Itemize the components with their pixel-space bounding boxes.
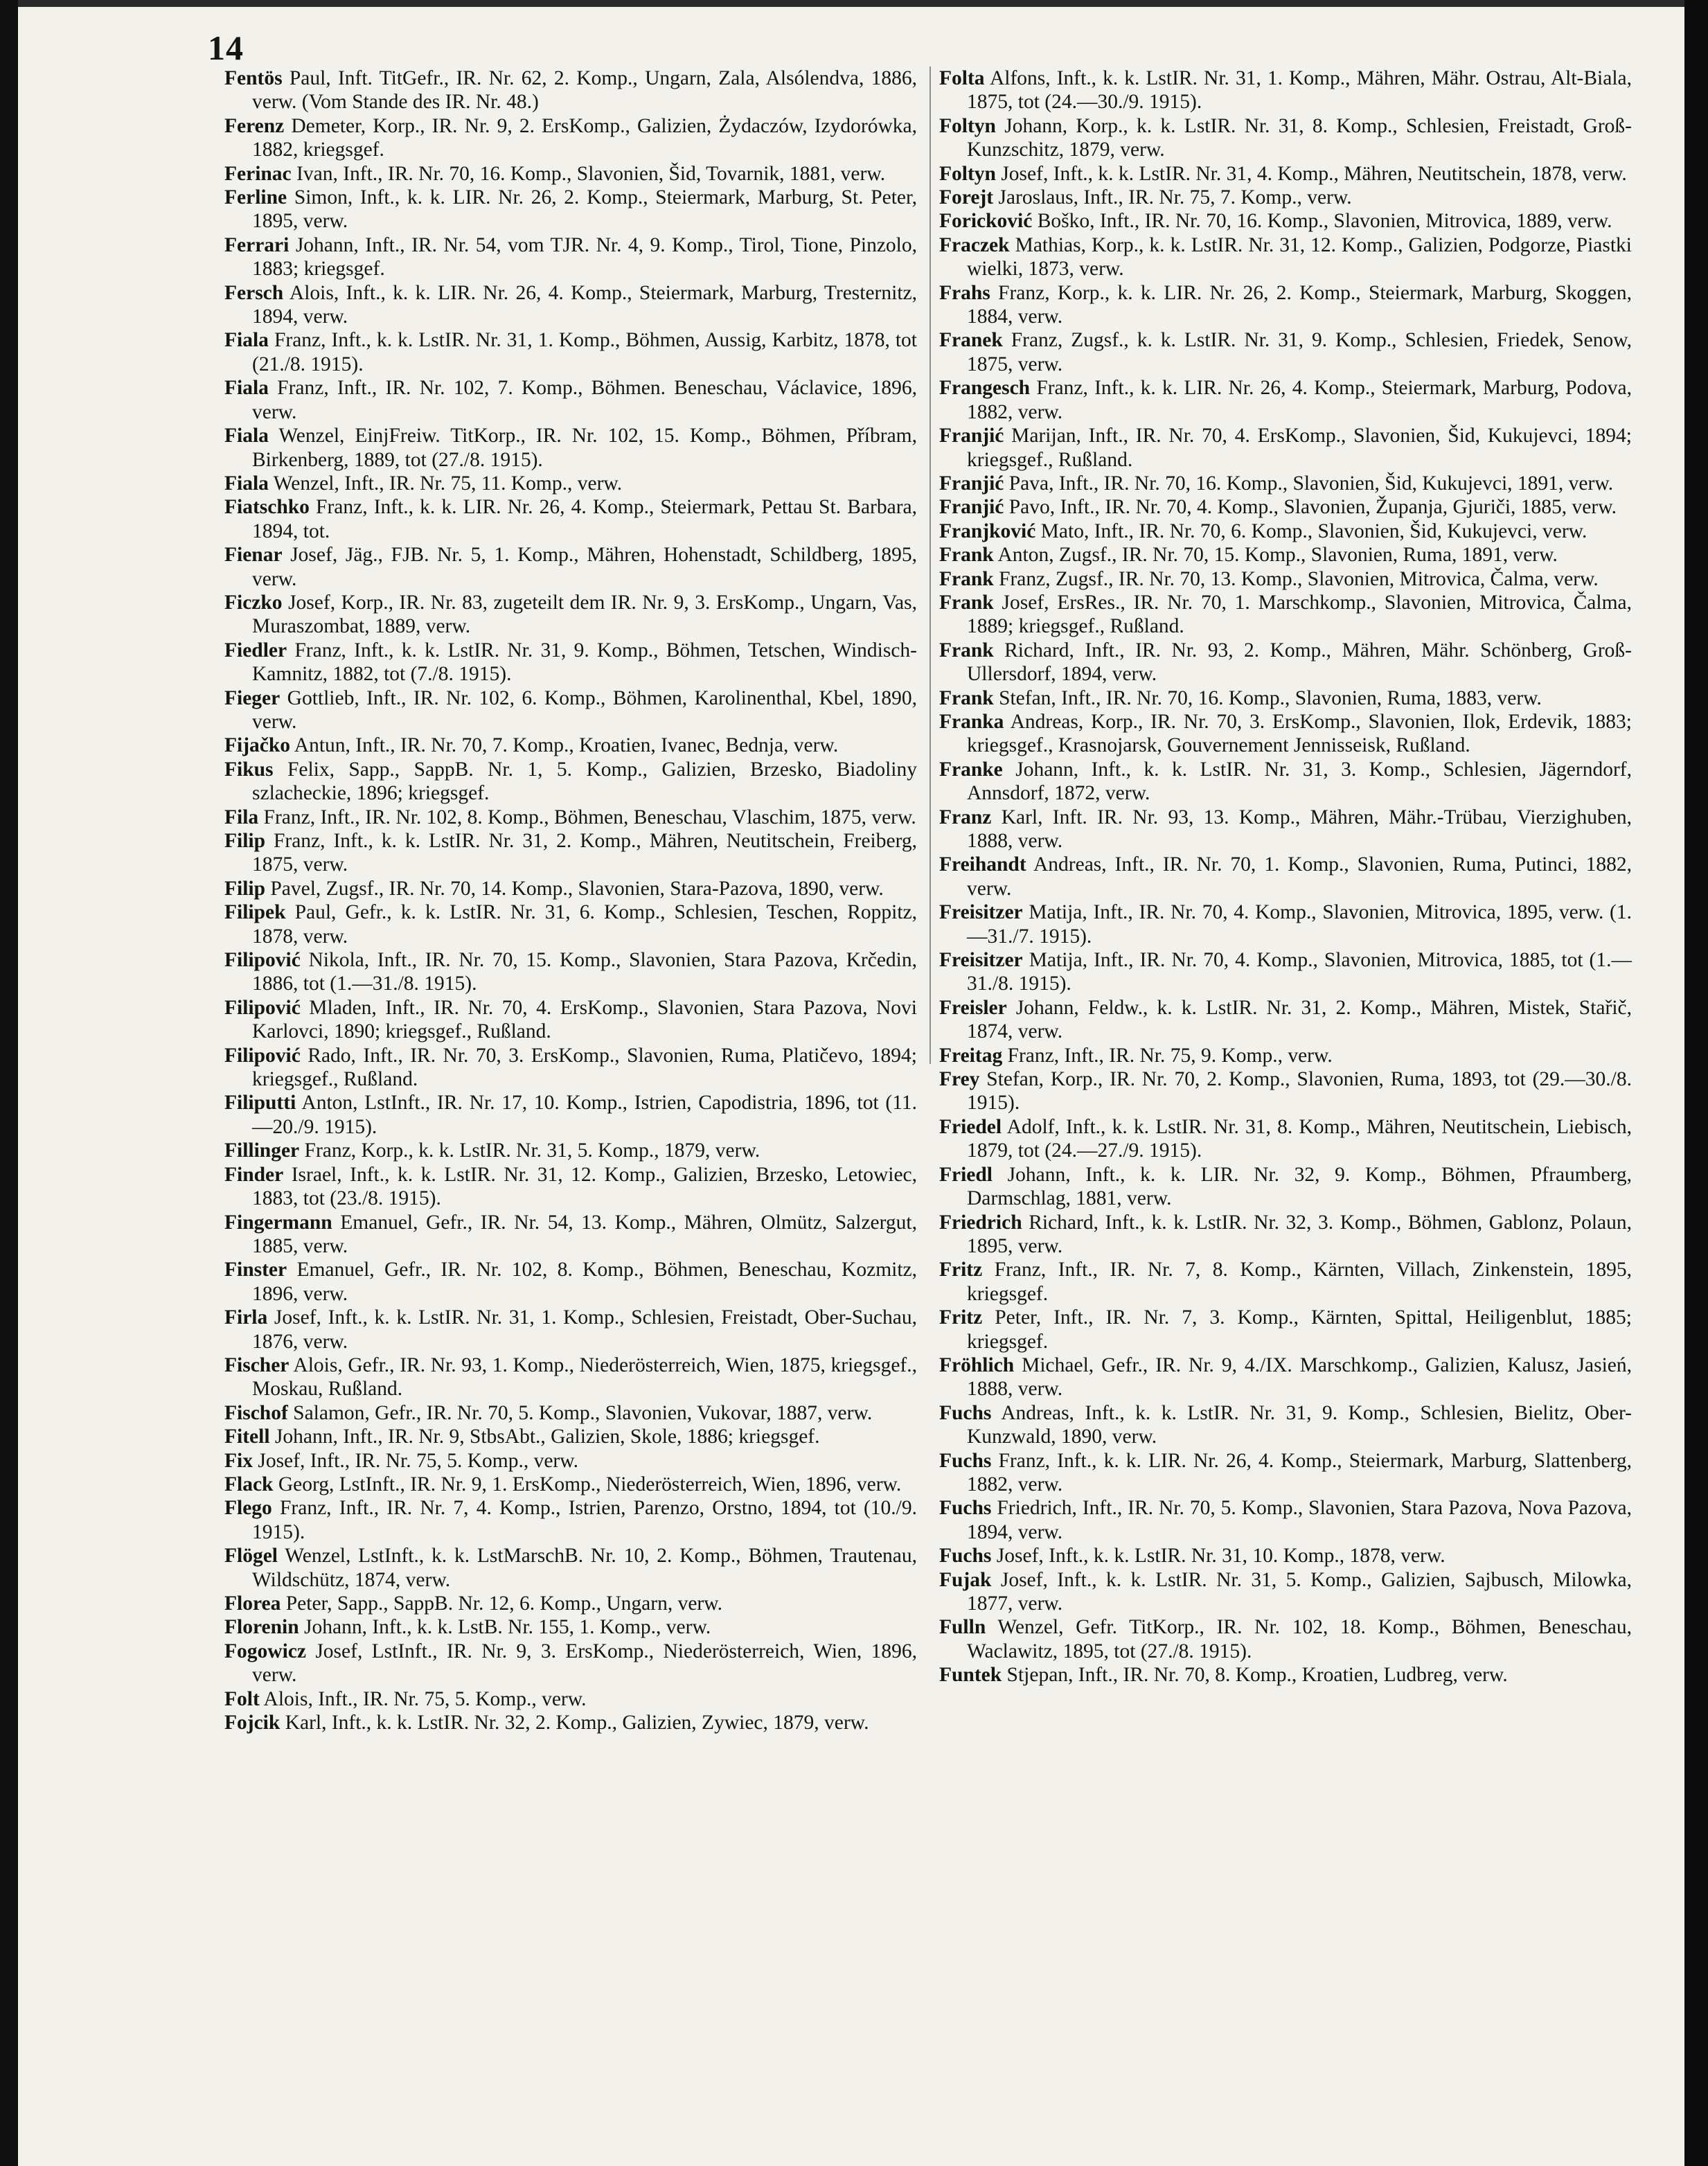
entry-surname: Filip: [224, 830, 266, 852]
entry-surname: Finster: [224, 1259, 287, 1281]
list-entry: [224, 66, 917, 114]
entry-details: Simon, Inft., k. k. LIR. Nr. 26, 2. Komp., Steiermark, Marburg, St. Peter, 1895, verw.: [252, 186, 918, 233]
entry-surname: Franka: [939, 710, 1004, 733]
entry-details: Nikola, Inft., IR. Nr. 70, 15. Komp., Slavonien, Stara Pazova, Krčedin, 1886, tot (1.—31./8. 1915).: [252, 949, 918, 995]
entry-surname: Fischof: [224, 1401, 288, 1424]
entry-surname: Franek: [939, 329, 1003, 352]
entry-details: Josef, Inft., k. k. LstIR. Nr. 31, 10. Komp., 1878, verw.: [996, 1545, 1445, 1568]
entry-details: Karl, Inft., k. k. LstIR. Nr. 32, 2. Komp., Galizien, Zywiec, 1879, verw.: [285, 1712, 869, 1734]
entry-details: Franz, Inft., k. k. LIR. Nr. 26, 4. Komp., Steiermark, Pettau St. Barbara, 1894, tot.: [252, 496, 917, 542]
entry-details: Andreas, Korp., IR. Nr. 70, 3. ErsKomp., Slavonien, Ilok, Erdevik, 1883; kriegsgef., Krasnojarsk, Gouvernement Jennisseisk, Rußland.: [967, 710, 1632, 757]
entry-surname: Flego: [224, 1497, 272, 1520]
entry-details: Matija, Inft., IR. Nr. 70, 4. Komp., Slavonien, Mitrovica, 1885, tot (1.—31./8. 1915).: [967, 949, 1632, 995]
entry-details: Marijan, Inft., IR. Nr. 70, 4. ErsKomp., Slavonien, Šid, Kukujevci, 1894; kriegsgef., Rußland.: [967, 425, 1633, 471]
entry-details: Jaroslaus, Inft., IR. Nr. 75, 7. Komp., verw.: [998, 186, 1352, 209]
entry-surname: Fitell: [224, 1426, 270, 1448]
list-entry: [939, 1211, 1632, 1259]
list-entry: [224, 1473, 917, 1496]
list-entry: [224, 186, 917, 233]
list-entry: [224, 328, 917, 376]
entry-details: Josef, LstInft., IR. Nr. 9, 3. ErsKomp., Niederösterreich, Wien, 1896, verw.: [252, 1640, 918, 1687]
list-entry: [939, 996, 1632, 1044]
entry-details: Peter, Inft., IR. Nr. 7, 3. Komp., Kärnten, Spittal, Heiligenblut, 1885; kriegsgef.: [967, 1306, 1632, 1353]
entry-details: Johann, Inft., IR. Nr. 54, vom TJR. Nr. 4, 9. Komp., Tirol, Tione, Pinzolo, 1883; kriegsgef.: [252, 233, 917, 281]
list-entry: [939, 233, 1632, 281]
entry-details: Mathias, Korp., k. k. LstIR. Nr. 31, 12. Komp., Galizien, Podgorze, Piastki wielki, 1873, verw.: [967, 233, 1632, 281]
entry-surname: Fiala: [224, 329, 269, 352]
entry-surname: Frank: [939, 686, 994, 709]
entry-details: Mladen, Inft., IR. Nr. 70, 4. ErsKomp., Slavonien, Stara Pazova, Novi Karlovci, 1890; kriegsgef., Rußland.: [252, 996, 917, 1043]
entry-surname: Fujak: [939, 1568, 992, 1591]
entry-details: Paul, Gefr., k. k. LstIR. Nr. 31, 6. Komp., Schlesien, Teschen, Roppitz, 1878, verw.: [252, 901, 918, 948]
entry-surname: Friedl: [939, 1163, 993, 1186]
entry-details: Josef, Inft., k. k. LstIR. Nr. 31, 5. Komp., Galizien, Sajbusch, Milowka, 1877, verw.: [967, 1568, 1632, 1615]
list-entry: [224, 1615, 917, 1639]
entry-surname: Franke: [939, 758, 1003, 781]
entry-details: Franz, Inft., k. k. LstIR. Nr. 31, 2. Komp., Mähren, Neutitschein, Freiberg, 1875, verw.: [252, 830, 918, 876]
list-entry: [224, 996, 917, 1044]
entry-details: Karl, Inft. IR. Nr. 93, 13. Komp., Mähren, Mähr.-Trübau, Vierzighuben, 1888, verw.: [967, 806, 1632, 852]
entry-details: Franz, Inft., IR. Nr. 75, 9. Komp., verw.: [1007, 1044, 1333, 1067]
list-entry: [939, 1449, 1632, 1497]
entry-surname: Filipek: [224, 901, 286, 924]
entry-surname: Fojcik: [224, 1712, 281, 1734]
entry-surname: Fiatschko: [224, 496, 310, 519]
entry-details: Stjepan, Inft., IR. Nr. 70, 8. Komp., Kroatien, Ludbreg, verw.: [1006, 1664, 1508, 1687]
list-entry: [224, 162, 917, 186]
entry-details: Franz, Inft., IR. Nr. 102, 7. Komp., Böhmen. Beneschau, Václavice, 1896, verw.: [252, 377, 917, 423]
list-entry: [939, 806, 1632, 853]
list-entry: [224, 424, 917, 472]
list-entry: [939, 114, 1632, 162]
entry-details: Johann, Inft., k. k. LstIR. Nr. 31, 3. Komp., Schlesien, Jägerndorf, Annsdorf, 1872, verw.: [967, 758, 1633, 805]
entry-details: Peter, Sapp., SappB. Nr. 12, 6. Komp., Ungarn, verw.: [285, 1592, 723, 1615]
entry-surname: Filiputti: [224, 1092, 296, 1115]
entry-surname: Freisitzer: [939, 901, 1023, 924]
entry-surname: Finder: [224, 1163, 284, 1186]
list-entry: [939, 1353, 1632, 1401]
entry-details: Alois, Inft., IR. Nr. 75, 5. Komp., verw.: [263, 1687, 587, 1710]
list-entry: [224, 114, 917, 162]
list-entry: [939, 758, 1632, 806]
entry-surname: Forejt: [939, 186, 994, 209]
entry-surname: Ferenz: [224, 114, 285, 137]
entry-details: Franz, Inft., IR. Nr. 102, 8. Komp., Böhmen, Beneschau, Vlaschim, 1875, verw.: [263, 806, 916, 828]
entry-details: Josef, Inft., k. k. LstIR. Nr. 31, 4. Komp., Mähren, Neutitschein, 1878, verw.: [1001, 162, 1627, 185]
list-entry: [224, 1163, 917, 1211]
list-entry: [939, 639, 1632, 686]
entry-details: Felix, Sapp., SappB. Nr. 1, 5. Komp., Galizien, Brzesko, Biadoliny szlacheckie, 1896; kriegsgef.: [252, 758, 917, 805]
entry-surname: Flack: [224, 1473, 274, 1495]
list-entry: [939, 1258, 1632, 1306]
entry-details: Stefan, Korp., IR. Nr. 70, 2. Komp., Slavonien, Ruma, 1893, tot (29.—30./8. 1915).: [967, 1068, 1632, 1115]
list-entry: [224, 639, 917, 686]
list-entry: [224, 1711, 917, 1734]
entry-details: Johann, Inft., k. k. LIR. Nr. 32, 9. Komp., Böhmen, Pfraumberg, Darmschlag, 1881, verw.: [967, 1163, 1633, 1210]
entry-surname: Frank: [939, 567, 994, 590]
entry-details: Friedrich, Inft., IR. Nr. 70, 5. Komp., Slavonien, Stara Pazova, Nova Pazova, 1894, verw.: [967, 1497, 1633, 1543]
list-entry: [939, 543, 1632, 567]
list-entry: [939, 1568, 1632, 1616]
list-entry: [939, 710, 1632, 758]
list-entry: [224, 1401, 917, 1425]
entry-details: Matija, Inft., IR. Nr. 70, 4. Komp., Slavonien, Mitrovica, 1895, verw. (1.—31./7. 1915).: [967, 901, 1633, 948]
list-entry: [224, 948, 917, 996]
left-column: [224, 66, 917, 1734]
entry-surname: Folta: [939, 67, 985, 89]
entry-surname: Fikus: [224, 758, 274, 781]
list-entry: [224, 1211, 917, 1259]
entry-details: Stefan, Inft., IR. Nr. 70, 16. Komp., Slavonien, Ruma, 1883, verw.: [999, 686, 1542, 709]
list-entry: [939, 1544, 1632, 1568]
entry-details: Franz, Zugsf., IR. Nr. 70, 13. Komp., Slavonien, Mitrovica, Čalma, verw.: [999, 567, 1599, 590]
list-entry: [224, 877, 917, 900]
entry-details: Johann, Feldw., k. k. LstIR. Nr. 31, 2. Komp., Mähren, Mistek, Stařič, 1874, verw.: [967, 996, 1632, 1043]
entry-surname: Foltyn: [939, 114, 996, 137]
list-entry: [939, 1163, 1632, 1211]
entry-details: Richard, Inft., IR. Nr. 93, 2. Komp., Mähren, Mähr. Schönberg, Groß-Ullersdorf, 1894, verw.: [967, 639, 1633, 686]
entry-details: Josef, ErsRes., IR. Nr. 70, 1. Marschkomp., Slavonien, Mitrovica, Čalma, 1889; kriegsgef., Rußland.: [967, 591, 1632, 638]
entry-surname: Fingermann: [224, 1211, 332, 1234]
entry-details: Franz, Inft., k. k. LstIR. Nr. 31, 1. Komp., Böhmen, Aussig, Karbitz, 1878, tot (21./8. 1915).: [252, 329, 917, 375]
entry-details: Antun, Inft., IR. Nr. 70, 7. Komp., Kroatien, Ivanec, Bednja, verw.: [294, 734, 839, 757]
entry-details: Franz, Inft., k. k. LIR. Nr. 26, 4. Komp., Steiermark, Marburg, Podova, 1882, verw.: [967, 377, 1632, 423]
entry-details: Alfons, Inft., k. k. LstIR. Nr. 31, 1. Komp., Mähren, Mähr. Ostrau, Alt-Biala, 1875, tot (24.—30./9. 1915).: [967, 67, 1632, 114]
list-entry: [224, 1306, 917, 1353]
entry-surname: Fiala: [224, 472, 269, 495]
list-entry: [224, 1496, 917, 1544]
entry-details: Israel, Inft., k. k. LstIR. Nr. 31, 12. Komp., Galizien, Brzesko, Letowiec, 1883, tot (23./8. 1915).: [252, 1163, 917, 1210]
scan-edge-left: [0, 0, 18, 2166]
entry-details: Richard, Inft., k. k. LstIR. Nr. 32, 3. Komp., Böhmen, Gablonz, Polaun, 1895, verw.: [967, 1211, 1632, 1257]
entry-details: Georg, LstInft., IR. Nr. 9, 1. ErsKomp., Niederösterreich, Wien, 1896, verw.: [278, 1473, 902, 1495]
entry-details: Josef, Inft., IR. Nr. 75, 5. Komp., verw.: [258, 1449, 578, 1472]
list-entry: [224, 1425, 917, 1448]
entry-surname: Frank: [939, 544, 994, 567]
list-entry: [939, 66, 1632, 114]
entry-surname: Friedel: [939, 1115, 1002, 1138]
list-entry: [939, 1306, 1632, 1353]
entry-surname: Fritz: [939, 1259, 983, 1281]
entry-surname: Fuchs: [939, 1545, 992, 1568]
entry-surname: Freihandt: [939, 853, 1026, 876]
list-entry: [224, 686, 917, 734]
entry-surname: Fix: [224, 1449, 253, 1472]
entry-surname: Fröhlich: [939, 1353, 1015, 1376]
entry-surname: Fentös: [224, 67, 283, 89]
entry-details: Emanuel, Gefr., IR. Nr. 54, 13. Komp., Mähren, Olmütz, Salzergut, 1885, verw.: [252, 1211, 917, 1257]
entry-surname: Ficzko: [224, 591, 283, 614]
list-entry: [224, 233, 917, 281]
entry-surname: Frank: [939, 591, 994, 614]
entry-surname: Fiedler: [224, 639, 287, 662]
entry-surname: Fieger: [224, 686, 281, 709]
entry-surname: Friedrich: [939, 1211, 1022, 1234]
list-entry: [939, 1401, 1632, 1449]
entry-details: Boško, Inft., IR. Nr. 70, 16. Komp., Slavonien, Mitrovica, 1889, verw.: [1037, 210, 1612, 233]
list-entry: [224, 1544, 917, 1592]
entry-details: Johann, Inft., k. k. LstB. Nr. 155, 1. Komp., verw.: [304, 1616, 711, 1639]
list-entry: [939, 1663, 1632, 1687]
entry-details: Paul, Inft. TitGefr., IR. Nr. 62, 2. Komp., Ungarn, Zala, Alsólendva, 1886, verw. (Vom Stande des IR. Nr. 48.): [252, 67, 917, 114]
entry-surname: Fijačko: [224, 734, 291, 757]
entry-details: Franz, Inft., k. k. LIR. Nr. 26, 4. Komp., Steiermark, Marburg, Slattenberg, 1882, verw.: [967, 1449, 1632, 1495]
list-entry: [939, 209, 1632, 233]
entry-details: Johann, Inft., IR. Nr. 9, StbsAbt., Galizien, Skole, 1886; kriegsgef.: [274, 1426, 820, 1448]
list-entry: [939, 900, 1632, 948]
entry-surname: Fuchs: [939, 1449, 992, 1472]
entry-details: Alois, Gefr., IR. Nr. 93, 1. Komp., Niederösterreich, Wien, 1875, kriegsgef., Moskau, Rußland.: [252, 1353, 917, 1401]
list-entry: [939, 472, 1632, 495]
entry-surname: Frangesch: [939, 377, 1031, 400]
entry-surname: Fienar: [224, 544, 283, 567]
list-entry: [224, 1139, 917, 1162]
list-entry: [224, 1640, 917, 1687]
entry-surname: Fuchs: [939, 1497, 992, 1520]
entry-surname: Fiala: [224, 377, 269, 400]
entry-surname: Franjić: [939, 496, 1004, 519]
scan-edge-top: [0, 0, 1708, 7]
entry-details: Emanuel, Gefr., IR. Nr. 102, 8. Komp., Böhmen, Beneschau, Kozmitz, 1896, verw.: [252, 1259, 918, 1305]
entry-details: Josef, Korp., IR. Nr. 83, zugeteilt dem IR. Nr. 9, 3. ErsKomp., Ungarn, Vas, Muraszombat, 1889, verw.: [252, 591, 917, 638]
list-entry: [224, 591, 917, 639]
list-entry: [939, 328, 1632, 376]
entry-surname: Fersch: [224, 281, 284, 304]
list-entry: [939, 186, 1632, 209]
entry-surname: Firla: [224, 1306, 268, 1329]
entry-surname: Frahs: [939, 281, 990, 304]
list-entry: [224, 281, 917, 329]
list-entry: [224, 376, 917, 424]
entry-surname: Flögel: [224, 1545, 278, 1568]
list-entry: [939, 424, 1632, 472]
right-column: [939, 66, 1632, 1687]
entry-surname: Freitag: [939, 1044, 1003, 1067]
list-entry: [939, 1044, 1632, 1067]
list-entry: [939, 591, 1632, 639]
list-entry: [939, 495, 1632, 519]
entry-details: Josef, Jäg., FJB. Nr. 5, 1. Komp., Mähren, Hohenstadt, Schildberg, 1895, verw.: [252, 544, 918, 590]
entry-surname: Fraczek: [939, 233, 1010, 256]
list-entry: [224, 543, 917, 591]
list-entry: [939, 520, 1632, 543]
entry-details: Franz, Inft., IR. Nr. 7, 4. Komp., Istrien, Parenzo, Orstno, 1894, tot (10./9. 1915).: [252, 1497, 918, 1543]
entry-details: Wenzel, EinjFreiw. TitKorp., IR. Nr. 102, 15. Komp., Böhmen, Příbram, Birkenberg, 1889, tot (27./8. 1915).: [252, 425, 917, 471]
entry-details: Franz, Zugsf., k. k. LstIR. Nr. 31, 9. Komp., Schlesien, Friedek, Senow, 1875, verw.: [967, 329, 1633, 375]
entry-details: Adolf, Inft., k. k. LstIR. Nr. 31, 8. Komp., Mähren, Neutitschein, Liebisch, 1879, tot (24.—27./9. 1915).: [967, 1115, 1632, 1162]
entry-surname: Funtek: [939, 1664, 1002, 1687]
entry-surname: Ferrari: [224, 233, 290, 256]
entry-surname: Franjić: [939, 425, 1004, 447]
entry-details: Alois, Inft., k. k. LIR. Nr. 26, 4. Komp., Steiermark, Marburg, Tresternitz, 1894, verw.: [252, 281, 917, 328]
entry-details: Wenzel, LstInft., k. k. LstMarschB. Nr. 10, 2. Komp., Böhmen, Trautenau, Wildschütz, 1874, verw.: [252, 1545, 918, 1591]
entry-surname: Freisitzer: [939, 949, 1023, 972]
entry-surname: Frank: [939, 639, 994, 662]
entry-details: Wenzel, Inft., IR. Nr. 75, 11. Komp., verw.: [273, 472, 623, 495]
entry-details: Franz, Inft., k. k. LstIR. Nr. 31, 9. Komp., Böhmen, Tetschen, Windisch-Kamnitz, 1882, tot (7./8. 1915).: [252, 639, 918, 686]
entry-details: Mato, Inft., IR. Nr. 70, 6. Komp., Slavonien, Šid, Kukujevci, verw.: [1040, 520, 1587, 542]
entry-details: Michael, Gefr., IR. Nr. 9, 4./IX. Marschkomp., Galizien, Kalusz, Jasień, 1888, verw.: [967, 1353, 1633, 1401]
entry-surname: Fiala: [224, 425, 269, 447]
entry-surname: Fillinger: [224, 1139, 300, 1162]
entry-surname: Foltyn: [939, 162, 996, 185]
list-entry: [224, 758, 917, 806]
entry-surname: Filip: [224, 877, 266, 900]
list-entry: [939, 948, 1632, 996]
list-entry: [939, 162, 1632, 186]
list-entry: [224, 829, 917, 877]
entry-details: Andreas, Inft., k. k. LstIR. Nr. 31, 9. Komp., Schlesien, Bielitz, Ober-Kunzwald, 1890, verw.: [967, 1401, 1633, 1448]
page-number: 14: [208, 28, 244, 67]
entry-surname: Franz: [939, 806, 992, 828]
entry-surname: Freisler: [939, 996, 1007, 1019]
entry-surname: Filipović: [224, 996, 301, 1019]
entry-details: Anton, Zugsf., IR. Nr. 70, 15. Komp., Slavonien, Ruma, 1891, verw.: [997, 544, 1558, 567]
entry-details: Josef, Inft., k. k. LstIR. Nr. 31, 1. Komp., Schlesien, Freistadt, Ober-Suchau, 1876, verw.: [252, 1306, 918, 1353]
entry-details: Franz, Korp., k. k. LstIR. Nr. 31, 5. Komp., 1879, verw.: [304, 1139, 760, 1162]
entry-details: Pava, Inft., IR. Nr. 70, 16. Komp., Slavonien, Šid, Kukujevci, 1891, verw.: [1008, 472, 1614, 495]
list-entry: [939, 1496, 1632, 1544]
entry-surname: Ferinac: [224, 162, 292, 185]
list-entry: [939, 686, 1632, 710]
list-entry: [224, 1044, 917, 1092]
entry-surname: Filipović: [224, 949, 301, 972]
entry-surname: Ferline: [224, 186, 287, 209]
entry-surname: Frey: [939, 1068, 980, 1091]
list-entry: [939, 1067, 1632, 1115]
entry-surname: Franjić: [939, 472, 1004, 495]
entry-surname: Folt: [224, 1687, 260, 1710]
entry-surname: Fischer: [224, 1353, 290, 1376]
entry-details: Andreas, Inft., IR. Nr. 70, 1. Komp., Slavonien, Ruma, Putinci, 1882, verw.: [967, 853, 1632, 900]
entry-details: Demeter, Korp., IR. Nr. 9, 2. ErsKomp., Galizien, Żydaczów, Izydorówka, 1882, kriegsgef.: [252, 114, 917, 161]
entry-surname: Fila: [224, 806, 259, 828]
entry-details: Pavel, Zugsf., IR. Nr. 70, 14. Komp., Slavonien, Stara-Pazova, 1890, verw.: [270, 877, 884, 900]
entry-details: Ivan, Inft., IR. Nr. 70, 16. Komp., Slavonien, Šid, Tovarnik, 1881, verw.: [296, 162, 886, 185]
list-entry: [939, 376, 1632, 424]
entry-details: Salamon, Gefr., IR. Nr. 70, 5. Komp., Slavonien, Vukovar, 1887, verw.: [293, 1401, 873, 1424]
list-entry: [224, 806, 917, 829]
entry-surname: Filipović: [224, 1044, 301, 1067]
list-entry: [224, 1687, 917, 1711]
entry-surname: Fuchs: [939, 1401, 992, 1424]
scan-edge-right: [1684, 0, 1708, 2166]
entry-surname: Fogowicz: [224, 1640, 306, 1662]
list-entry: [939, 1615, 1632, 1663]
list-entry: [224, 472, 917, 495]
column-divider: [929, 66, 931, 1064]
list-entry: [224, 1091, 917, 1139]
list-entry: [224, 1449, 917, 1473]
entry-surname: Florea: [224, 1592, 281, 1615]
entry-surname: Foricković: [939, 210, 1033, 233]
list-entry: [939, 281, 1632, 329]
entry-surname: Fritz: [939, 1306, 983, 1329]
list-entry: [224, 495, 917, 543]
list-entry: [224, 1258, 917, 1306]
entry-details: Franz, Korp., k. k. LIR. Nr. 26, 2. Komp., Steiermark, Marburg, Skoggen, 1884, verw.: [967, 281, 1632, 328]
entry-details: Franz, Inft., IR. Nr. 7, 8. Komp., Kärnten, Villach, Zinkenstein, 1895, kriegsgef.: [967, 1259, 1633, 1305]
entry-details: Rado, Inft., IR. Nr. 70, 3. ErsKomp., Slavonien, Ruma, Platičevo, 1894; kriegsgef., Rußland.: [252, 1044, 917, 1091]
entry-surname: Fulln: [939, 1616, 986, 1639]
entry-surname: Florenin: [224, 1616, 299, 1639]
list-entry: [224, 1353, 917, 1401]
list-entry: [939, 1115, 1632, 1163]
list-entry: [224, 1592, 917, 1615]
entry-details: Wenzel, Gefr. TitKorp., IR. Nr. 102, 18. Komp., Böhmen, Beneschau, Waclawitz, 1895, tot (27./8. 1915).: [967, 1616, 1633, 1662]
list-entry: [224, 900, 917, 948]
list-entry: [939, 853, 1632, 900]
entry-details: Pavo, Inft., IR. Nr. 70, 4. Komp., Slavonien, Županja, Gjuriči, 1885, verw.: [1008, 496, 1617, 519]
list-entry: [224, 734, 917, 757]
entry-details: Anton, LstInft., IR. Nr. 17, 10. Komp., Istrien, Capodistria, 1896, tot (11.—20./9. 1915).: [252, 1092, 918, 1138]
entry-details: Johann, Korp., k. k. LstIR. Nr. 31, 8. Komp., Schlesien, Freistadt, Groß-Kunzschitz, 1879, verw.: [967, 114, 1633, 161]
entry-details: Gottlieb, Inft., IR. Nr. 102, 6. Komp., Böhmen, Karolinenthal, Kbel, 1890, verw.: [252, 686, 918, 733]
entry-surname: Franjković: [939, 520, 1036, 542]
list-entry: [939, 567, 1632, 591]
